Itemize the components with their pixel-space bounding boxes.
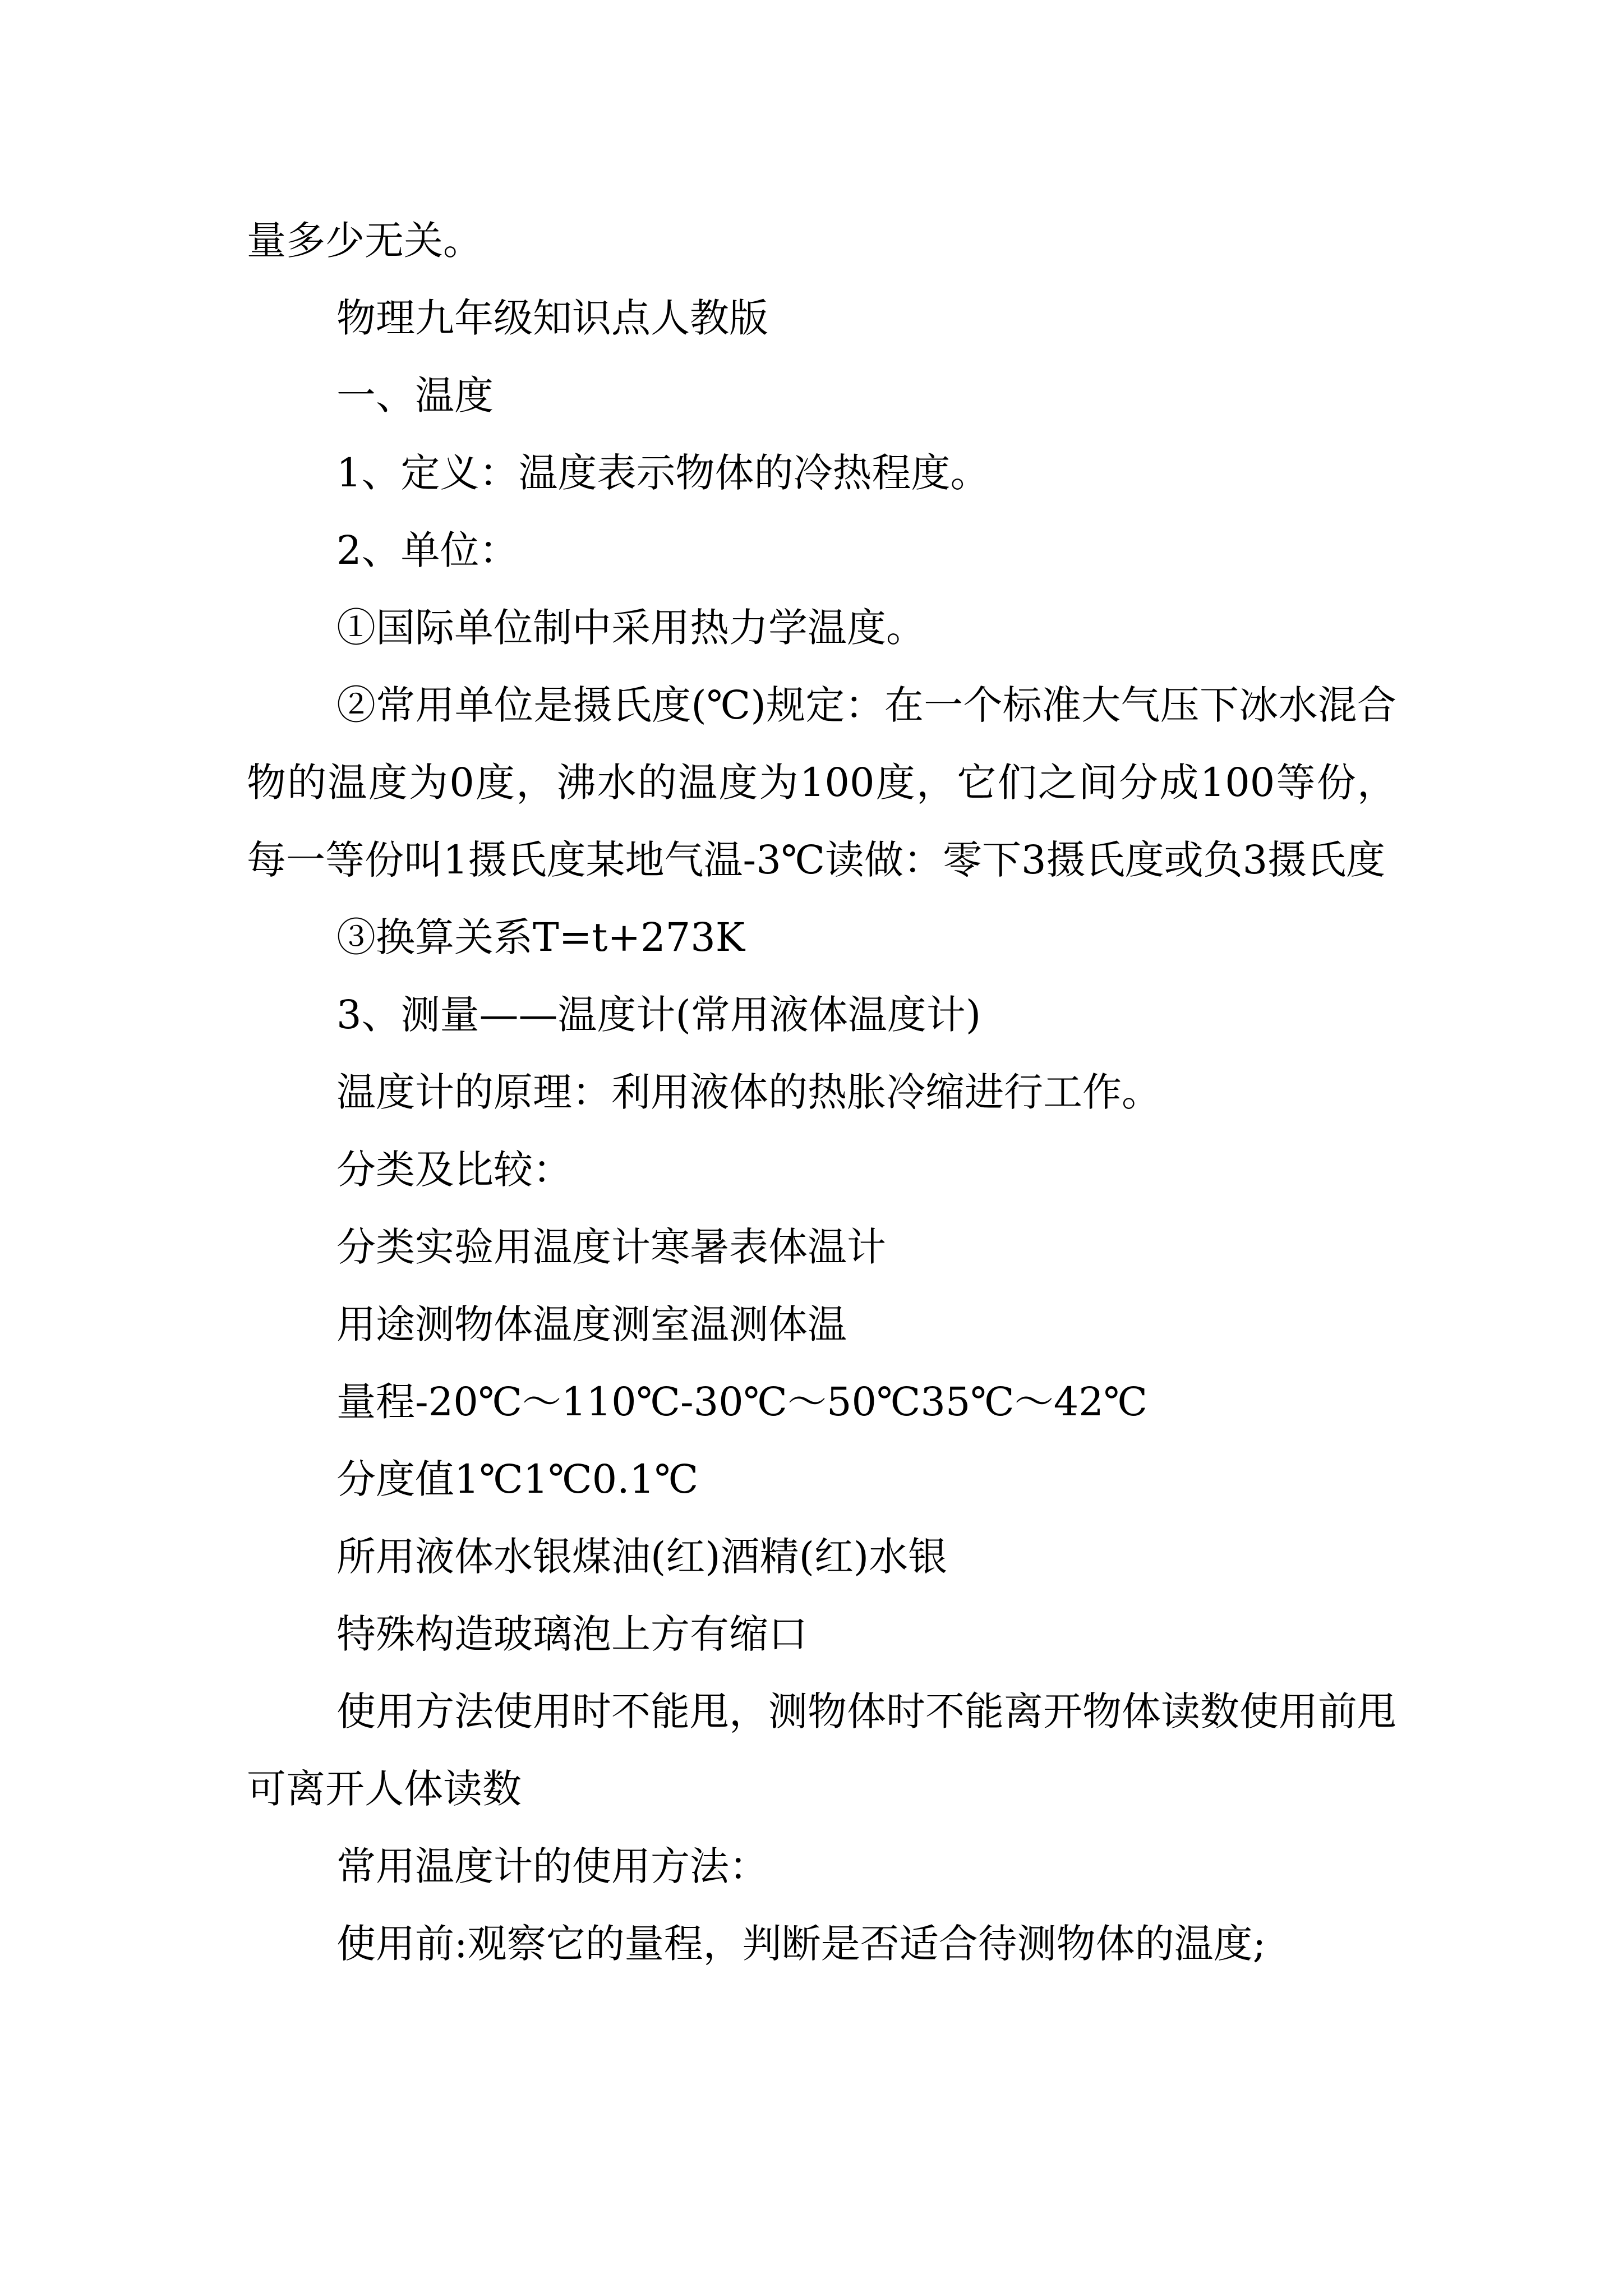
paragraph-si-unit: ①国际单位制中采用热力学温度。	[336, 605, 925, 651]
section-title: 物理九年级知识点人教版	[336, 295, 768, 341]
paragraph-common-usage-heading: 常用温度计的使用方法：	[336, 1843, 768, 1889]
paragraph-classification: 分类及比较：	[336, 1147, 572, 1193]
paragraph-uses: 用途测物体温度测室温测体温	[336, 1301, 847, 1347]
paragraph-conversion: ③换算关系T=t+273K	[336, 914, 745, 960]
paragraph-celsius-rule: ②常用单位是摄氏度(℃)规定：在一个标准大气压下冰水混合物的温度为0度，沸水的温度为100度，它们之间分成100等份，每一等份叫1摄氏度某地气温-3℃读做：零下3摄氏度或负3摄氏度	[247, 682, 1396, 883]
paragraph-division-values: 分度值1℃1℃0.1℃	[336, 1456, 699, 1502]
paragraph-definition: 1、定义：温度表示物体的冷热程度。	[336, 450, 990, 496]
document-body	[247, 202, 1396, 1982]
paragraph-types: 分类实验用温度计寒暑表体温计	[336, 1224, 886, 1270]
paragraph-principle: 温度计的原理：利用液体的热胀冷缩进行工作。	[336, 1069, 1161, 1115]
paragraph-continuation: 量多少无关。	[247, 218, 482, 264]
paragraph-unit-heading: 2、单位：	[336, 527, 519, 573]
paragraph-ranges: 量程-20℃～110℃-30℃～50℃35℃～42℃	[336, 1379, 1148, 1425]
paragraph-measurement: 3、测量——温度计(常用液体温度计)	[336, 992, 981, 1038]
paragraph-usage-methods: 使用方法使用时不能甩，测物体时不能离开物体读数使用前甩可离开人体读数	[247, 1688, 1396, 1812]
heading-temperature: 一、温度	[336, 372, 494, 418]
paragraph-liquids: 所用液体水银煤油(红)酒精(红)水银	[336, 1534, 948, 1580]
paragraph-before-use: 使用前:观察它的量程，判断是否适合待测物体的温度;	[336, 1921, 1266, 1967]
paragraph-special-structure: 特殊构造玻璃泡上方有缩口	[336, 1611, 808, 1657]
